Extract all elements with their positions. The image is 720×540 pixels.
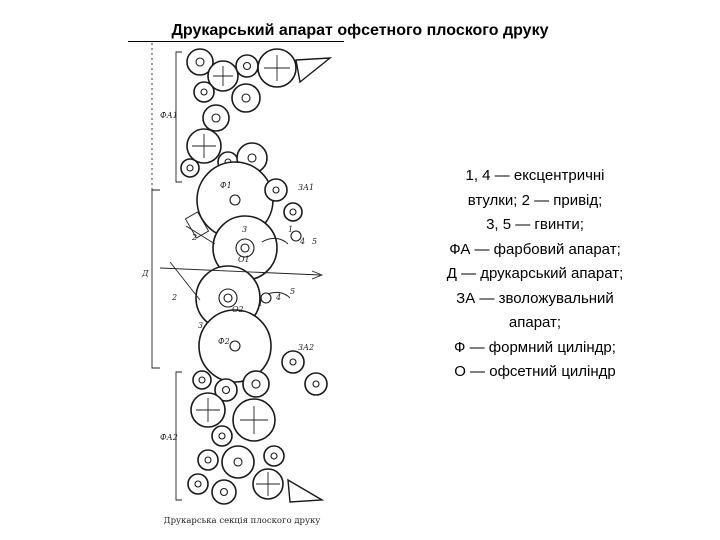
legend-line: апарат; <box>508 314 562 331</box>
label-num-1b: 1 <box>258 299 264 308</box>
legend-line: О — офсетний циліндр <box>454 363 616 380</box>
inking-unit-bottom <box>188 371 322 504</box>
label-o1: O1 <box>238 255 250 264</box>
label-num-3a: 3 <box>242 225 248 234</box>
label-f1: Ф1 <box>220 181 232 190</box>
label-za1: ЗА1 <box>298 183 315 192</box>
legend-line: ФА — фарбовий апарат; <box>449 240 621 258</box>
label-f2: Ф2 <box>218 337 230 346</box>
legend-text <box>410 164 660 385</box>
label-za2: ЗА2 <box>298 343 315 352</box>
label-num-5a: 5 <box>312 237 318 246</box>
label-num-2b: 2 <box>172 293 178 302</box>
legend-line: ЗА — зволожувальний <box>456 289 614 307</box>
inking-unit-top <box>181 49 330 177</box>
label-num-4a: 4 <box>300 237 306 246</box>
legend-line: 1, 4 — ексцентричні <box>465 167 605 184</box>
label-num-5b: 5 <box>290 287 296 296</box>
legend-line: Ф — формний циліндр; <box>454 338 616 356</box>
diagram-caption: Друкарська секція плоского друку <box>163 516 321 526</box>
label-num-3b: 3 <box>198 321 204 330</box>
legend-line: 3, 5 — гвинти; <box>486 216 584 233</box>
label-num-4b: 4 <box>276 293 282 302</box>
label-fa2: ФА2 <box>160 433 178 442</box>
label-d: Д <box>142 269 149 278</box>
legend-line: втулки; 2 — привід; <box>467 191 603 209</box>
label-num-2a: 2 <box>192 233 198 242</box>
slide-title: Друкарський апарат офсетного плоского друку <box>171 22 549 39</box>
left-brackets <box>152 40 182 500</box>
label-fa1: ФА1 <box>160 111 178 120</box>
legend-line: Д — друкарський апарат; <box>446 265 624 282</box>
label-num-1a: 1 <box>288 225 294 234</box>
label-o2: O2 <box>232 305 244 314</box>
